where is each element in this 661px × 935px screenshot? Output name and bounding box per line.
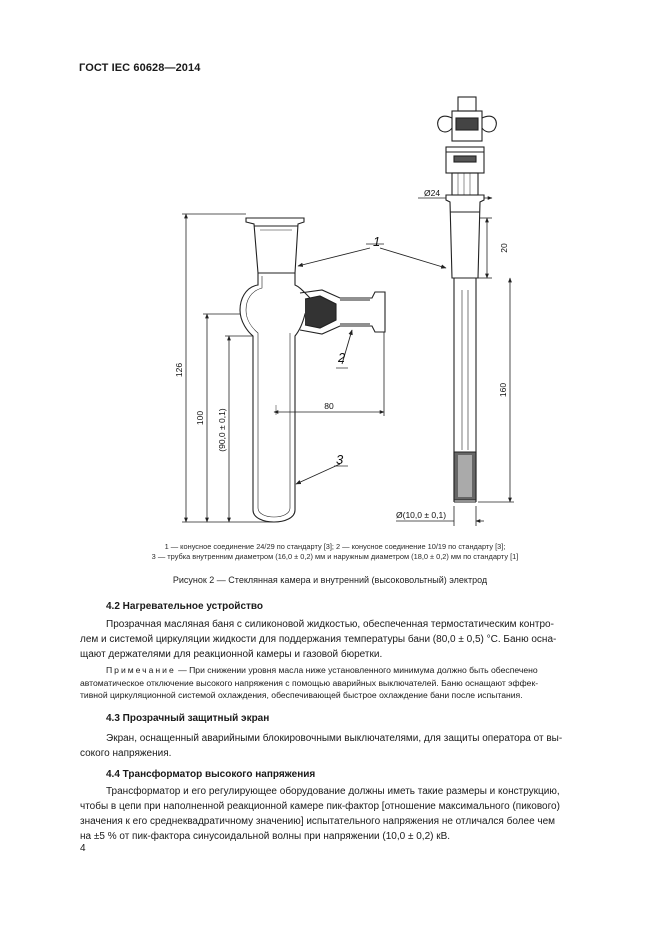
dim-20-label: 20 bbox=[499, 243, 509, 253]
electrode-top-hardware bbox=[438, 97, 497, 195]
para-line: значения к его среднеквадратичному значению] испытательного напряжения не отличался более чем bbox=[80, 816, 556, 827]
dim-126-label: 126 bbox=[174, 362, 184, 378]
legend-line-1: 1 — конусное соединение 24/29 по стандарту [3]; 2 — конусное соединение 10/19 по стандарту [3]; bbox=[164, 542, 506, 551]
callout-1-leader-left bbox=[298, 248, 370, 266]
dim-d10-label: Ø(10,0 ± 0,1) bbox=[396, 510, 447, 520]
section-4-4-title: 4.4 Трансформатор высокого напряжения bbox=[106, 769, 316, 780]
note-label: Примечание bbox=[106, 665, 176, 675]
note-line: тивной циркуляционной системой охлаждения, обеспечивающей быстрое охлаждение бани после испытания. bbox=[80, 690, 523, 700]
dimension-126 bbox=[182, 214, 274, 522]
section-4-2-text bbox=[80, 617, 616, 662]
para-line: сокого напряжения. bbox=[80, 748, 172, 759]
section-4-3-text bbox=[80, 731, 616, 761]
callout-1-leader-right bbox=[380, 248, 446, 268]
dimension-160 bbox=[478, 278, 514, 502]
chamber-side-joint bbox=[300, 290, 385, 334]
electrode-rod bbox=[454, 278, 476, 502]
dim-d24-label: Ø24 bbox=[424, 188, 441, 198]
callout-3-label: 3 bbox=[336, 452, 344, 467]
section-4-3-title: 4.3 Прозрачный защитный экран bbox=[106, 713, 270, 724]
section-4-4-text bbox=[80, 784, 616, 844]
dim-100-label: 100 bbox=[195, 410, 205, 426]
section-4-2-title: 4.2 Нагревательное устройство bbox=[106, 601, 264, 612]
dim-90-label: (90,0 ± 0,1) bbox=[217, 408, 227, 452]
callout-2-label: 2 bbox=[338, 350, 346, 365]
note-line: автоматическое отключение высокого напряжения с помощью аварийных выключателей. Баню оснащают эффек- bbox=[80, 677, 539, 688]
para-line: на ±5 % от пик-фактора синусоидальной волны при напряжении (10,0 ± 0,2) кВ. bbox=[80, 831, 451, 842]
figure-legend bbox=[100, 542, 570, 562]
legend-line-2: 3 — трубка внутренним диаметром (16,0 ± 0,2) мм и наружным диаметром (18,0 ± 0,2) мм по стандарту [1] bbox=[151, 552, 519, 561]
electrode-cone bbox=[446, 195, 484, 278]
chamber-body bbox=[240, 273, 310, 522]
callout-3-leader bbox=[296, 464, 340, 484]
page-number: 4 bbox=[80, 843, 86, 854]
para-line: Экран, оснащенный аварийными блокировочными выключателями, для защиты оператора от вы- bbox=[106, 733, 563, 744]
figure-caption: Рисунок 2 — Стеклянная камера и внутренний (высоковольтный) электрод bbox=[172, 575, 488, 585]
para-line: Прозрачная масляная баня с силиконовой жидкостью, обеспеченная термостатическим контро- bbox=[106, 619, 554, 630]
document-header: ГОСТ IEC 60628—2014 bbox=[79, 62, 201, 74]
dim-160-label: 160 bbox=[498, 382, 508, 398]
para-line: щают держателями для реакционной камеры и газовой бюретки. bbox=[80, 649, 383, 660]
dimension-90 bbox=[225, 336, 253, 522]
section-4-2-note bbox=[80, 664, 616, 702]
chamber-top-joint bbox=[246, 218, 304, 273]
callout-1-label: 1 bbox=[373, 234, 381, 249]
para-line: чтобы в цепи при наполненной реакционной камере пик-фактор [отношение максимального (пикового) bbox=[80, 801, 560, 812]
para-line: Трансформатор и его регулирующее оборудование должны иметь такие размеры и конструкцию, bbox=[106, 786, 560, 797]
dim-80-label: 80 bbox=[324, 401, 334, 411]
note-line: — При снижении уровня масла ниже установленного минимума должно быть обеспечено bbox=[175, 665, 538, 675]
dimension-20 bbox=[478, 218, 492, 278]
para-line: лем и системой циркуляции жидкости для поддержания температуры бани (80,0 ± 0,5) °С. Баню осна- bbox=[80, 634, 557, 645]
